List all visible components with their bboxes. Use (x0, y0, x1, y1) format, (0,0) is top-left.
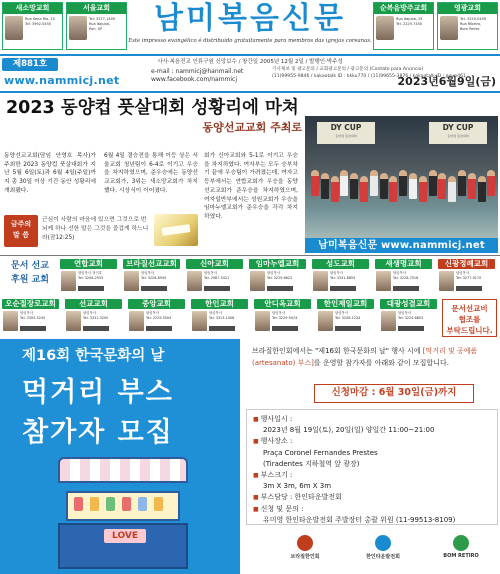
player-figure (389, 176, 397, 202)
jar-icon (90, 497, 99, 511)
banner-left: DY CUP 동양컵 풋살대회 (317, 122, 375, 144)
church-listing[interactable] (128, 299, 185, 337)
pastor-photo (69, 16, 87, 40)
masthead (0, 0, 500, 53)
pastor-photo (381, 311, 396, 331)
banner-right: DY CUP 동양컵 풋살대회 (429, 122, 487, 144)
church-listing[interactable] (60, 259, 117, 297)
square-bullet-icon: ■ (253, 494, 259, 502)
church-listing[interactable] (375, 259, 432, 297)
jar-icon (74, 497, 83, 511)
church-listing[interactable] (438, 259, 495, 297)
church-listing[interactable] (254, 299, 311, 337)
church-listing[interactable] (312, 259, 369, 297)
masthead-ad-left-2[interactable] (66, 2, 127, 50)
player-figure (380, 173, 388, 199)
ad-banner (0, 339, 240, 574)
church-name: 브라질선교교회 (123, 259, 180, 269)
pastor-photo (255, 311, 270, 331)
pastor-photo (376, 16, 394, 40)
church-name: 중앙교회 (128, 299, 185, 309)
ad-title-line-2: 참가자 모집 (22, 417, 174, 448)
player-figure (311, 170, 319, 196)
booth-sign: LOVE (104, 529, 146, 543)
detail-line: 2023년 8월 19일(토), 20일(일) 양일간 11:00~21:00 (263, 426, 435, 435)
square-bullet-icon: ■ (253, 438, 259, 446)
detail-line: (Tiradentes 지하철역 앞 광장) (263, 459, 360, 468)
pastor-photo (61, 271, 76, 291)
church-listing[interactable] (380, 299, 437, 337)
email-link[interactable]: e-mail : nammicj@hanmail.net (151, 68, 244, 75)
church-info: 담임목사 Tel: 3229-9474 (272, 311, 298, 320)
church-info: 담임목사 Tel: 3229-6622 (267, 271, 293, 280)
pastor-photo (66, 311, 81, 331)
square-bullet-icon: ■ (253, 416, 259, 423)
detail-line: 3m X 3m, 6m X 3m (263, 482, 332, 491)
address-bar (393, 286, 419, 291)
ad-info: Rua Itajubá, 25 Tel: 2229-7450 (396, 17, 423, 26)
detail-line: ■ 부스크기 : (253, 471, 293, 480)
jar-icon (138, 497, 147, 511)
booth-awning (58, 457, 188, 483)
church-info: 담임목사 Tel: 3228-7018 (393, 271, 419, 280)
newspaper-subtitle: Este impresso evangélico é distribuído gratuitamente para membros das igrejas coreanas. (128, 38, 372, 44)
info-bar (0, 54, 500, 93)
player-figure (478, 176, 486, 202)
church-info: 담임목사 Tel: 2229-5504 (146, 311, 172, 320)
pastor-photo (313, 271, 328, 291)
website-link[interactable]: www.nammicj.net (4, 74, 120, 87)
church-name: 성도교회 (312, 259, 369, 269)
player-figure (438, 173, 446, 199)
detail-line: ■ 행사일시 : (253, 415, 293, 423)
player-figure (370, 170, 378, 196)
address-bar (20, 326, 46, 331)
article-column-2: 6월 4일 결승전을 통해 이등 상은 서울교회 청년팀이 6-4로 이기고 우승을 차지하였으며, 준우승에는 동양선교교회가, 3위는 새소망교회가 차지했다. 시상식이 이어졌다. (104, 153, 198, 194)
player-figure (409, 173, 417, 199)
ad-event-name: 제16회 한국문화의 날 (22, 348, 165, 364)
church-name: 한인교회 (191, 299, 248, 309)
divider (0, 91, 500, 93)
ad-details-panel (240, 339, 500, 574)
pastor-photo (250, 271, 265, 291)
sponsor-logos (270, 531, 496, 569)
player-figure (487, 170, 495, 196)
church-name: 새생명교회 (375, 259, 432, 269)
church-listing[interactable] (65, 299, 122, 337)
pastor-photo (124, 271, 139, 291)
korean-association-logo: 브라질한인회 (270, 535, 340, 565)
weekly-verse-text: 근심이 사람의 마음에 있으면 그것으로 번뇌케 하나 선한 말은 그것을 즐겁게 하느니라(잠12:25) (42, 217, 149, 241)
church-info: 담임목사 Tel: 3313-1008 (209, 311, 235, 320)
address-bar (141, 286, 167, 291)
player-figure (331, 176, 339, 202)
church-name: 임마누엘교회 (249, 259, 306, 269)
player-figure (321, 173, 329, 199)
address-bar (456, 286, 482, 291)
ad-title: 순복음방주교회 (374, 3, 433, 14)
ad-info: Rua Sena Rio, 25 Tel: 3992-0450 (25, 17, 55, 26)
booth-counter (58, 523, 188, 569)
detail-line: Praça Coronel Fernandes Prestes (263, 448, 378, 457)
address-bar (209, 326, 235, 331)
weekly-verse-badge: 금주의 말 씀 (4, 215, 38, 247)
pastor-photo (376, 271, 391, 291)
address-bar (272, 326, 298, 331)
address-bar (335, 326, 361, 331)
church-listing[interactable] (2, 299, 59, 337)
church-listing[interactable] (249, 259, 306, 297)
church-name: 신아교회 (186, 259, 243, 269)
player-figure (360, 176, 368, 202)
directory-side-title: 문서 선교 후원 교회 (4, 259, 56, 293)
player-figure (429, 170, 437, 196)
church-listing[interactable] (186, 259, 243, 297)
church-name: 연합교회 (60, 259, 117, 269)
masthead-ad-right-1[interactable] (373, 2, 434, 50)
ad-info: Tel: 3229-0459 Rua Ribeiro, Bom Retiro (460, 17, 487, 31)
player-figure (340, 170, 348, 196)
article-column-3: 회가 신아교회와 5-1로 이기고 우승을 차지하였다. 여자부는 모두 승부차기 끝에 우승팀이 가려졌는데, 여자고등부에서는 연합교회가 우승을 동양선교교회가 준우승을 차지하였으며, 여자일반부에서는 성원교회가 우승을 임마누엘교회가 준우승을 각각 차지하였다. (204, 153, 298, 220)
player-figure (448, 176, 456, 202)
player-figure (419, 176, 427, 202)
church-listing[interactable] (123, 259, 180, 297)
pastor-photo (440, 16, 458, 40)
address-bar (398, 326, 424, 331)
square-bullet-icon: ■ (253, 472, 259, 480)
ad-title: 새소망교회 (3, 3, 62, 14)
detail-line: ■ 부스담당 : 한인타운발전회 (253, 493, 342, 502)
article-column-1: 동양선교교회(담임 안영호 목사)가 주최한 2023 동양컵 풋살대회가 지난 5월 6일(토)과 6월 4일(주일)까지 총 30일 이상 기간 동안 성황리에 개최됐다. (4, 153, 96, 194)
church-info: 담임목사 Tel: 3331-3200 (83, 311, 109, 320)
event-details (246, 409, 498, 525)
address-bar (83, 326, 109, 331)
church-name: 오순절장로교회 (2, 299, 59, 309)
article-byline: 동양선교교회 주최로 (202, 121, 302, 134)
team-players (305, 170, 498, 208)
pastor-photo (192, 311, 207, 331)
church-name: 신광정례교회 (438, 259, 495, 269)
masthead-ad-left-1[interactable] (2, 2, 63, 50)
pastor-photo (187, 271, 202, 291)
masthead-ad-right-2[interactable] (437, 2, 498, 50)
address-bar (267, 286, 293, 291)
address-bar (204, 286, 230, 291)
church-info: 담임목사 Tel: 3331-8855 (330, 271, 356, 280)
photo-caption[interactable]: 남미복음신문 www.nammicj.net (305, 238, 498, 253)
pastor-photo (439, 271, 454, 291)
weekly-verse (4, 212, 194, 248)
issue-date: 2023년6월9일(금) (397, 75, 496, 88)
church-info: 담임목사 Tel: 3226-8945 (141, 271, 167, 280)
newspaper-title: 남미복음신문 (154, 1, 346, 36)
advertising-info: 기사제보 및 광고문의 / 교회광고문의 / 광고문의 (Contato para Anúncio) (11)99955-9846 / kakaotalk ID : kkku770 / (11)99655-3876 / kakaotalk ID : goun461 (272, 67, 466, 79)
detail-line: 유미영 한인타운발전회 주발장터 총괄 위원 (11-99513-8109) (263, 515, 456, 524)
pastor-photo (5, 16, 23, 40)
donation-request: 문서선교비 협조를 부탁드립니다. (442, 299, 497, 337)
church-info: 담임목사 정인호 Tel: 3208-2555 (78, 271, 104, 280)
church-listing[interactable] (191, 299, 248, 337)
publication-line: 사사·복음전교 인류구원 신앙보수 / 창간일 2005년 12월 2일 / 발행인·박주성 (157, 59, 343, 65)
church-info: 담임목사 Tel: 2987-5421 (204, 271, 230, 280)
ad-info: Tel: 3277-1409 Rua Itajubá, Pari, SP (89, 17, 116, 31)
bible-image (154, 214, 198, 246)
player-figure (468, 173, 476, 199)
church-directory (0, 255, 500, 337)
korean-culture-day-ad (0, 339, 500, 574)
issue-number: 제881호 (2, 58, 58, 71)
jar-icon (122, 497, 131, 511)
tournament-photo[interactable] (305, 116, 498, 238)
player-figure (458, 170, 466, 196)
address-bar (78, 286, 104, 291)
square-bullet-icon: ■ (253, 505, 259, 513)
application-deadline: 신청마감 : 6월 30일(금)까지 (314, 384, 474, 403)
contact-info (151, 68, 243, 84)
address-bar (330, 286, 356, 291)
pastor-photo (3, 311, 18, 331)
player-figure (350, 173, 358, 199)
church-info: 담임목사 Tel: 3224-6803 (398, 311, 424, 320)
koreatown-council-logo: 한인타운발전회 (348, 535, 418, 565)
address-bar (146, 326, 172, 331)
church-info: 담임목사 Tel: 3393-5245 (20, 311, 46, 320)
court-floor (305, 208, 498, 238)
church-name: 선교교회 (65, 299, 122, 309)
church-name: 대광성결교회 (380, 299, 437, 309)
church-info: 담임목사 Tel: 3208-1234 (335, 311, 361, 320)
pastor-photo (129, 311, 144, 331)
detail-line: ■ 행사장소 : (253, 437, 293, 446)
jar-icon (154, 497, 163, 511)
church-info: 담임목사 Tel: 3277-9170 (456, 271, 482, 280)
pastor-photo (318, 311, 333, 331)
church-name: 안디옥교회 (254, 299, 311, 309)
player-figure (399, 170, 407, 196)
ad-title-line-1: 먹거리 부스 (22, 377, 174, 408)
church-listing[interactable] (317, 299, 374, 337)
jar-icon (106, 497, 115, 511)
article-headline[interactable]: 2023 동양컵 풋살대회 성황리에 마쳐 (6, 98, 299, 118)
food-booth-illustration (58, 457, 188, 569)
facebook-link[interactable]: www.facebook.com/nammicj (151, 76, 238, 83)
bom-retiro-logo: BOM RETIRO (426, 535, 496, 565)
detail-line: ■ 신청 및 문의 : (253, 504, 304, 513)
ad-title: 영광교회 (438, 3, 497, 14)
ad-title: 서울교회 (67, 3, 126, 14)
church-name: 한인제일교회 (317, 299, 374, 309)
ad-intro: 브라질한인회에서는 "제16회 한국문화의 날" 행사 시에 [먹거리 및 공예품(artesanato) 부스]를 운영할 참가자를 아래와 같이 모집합니다. (252, 347, 478, 367)
